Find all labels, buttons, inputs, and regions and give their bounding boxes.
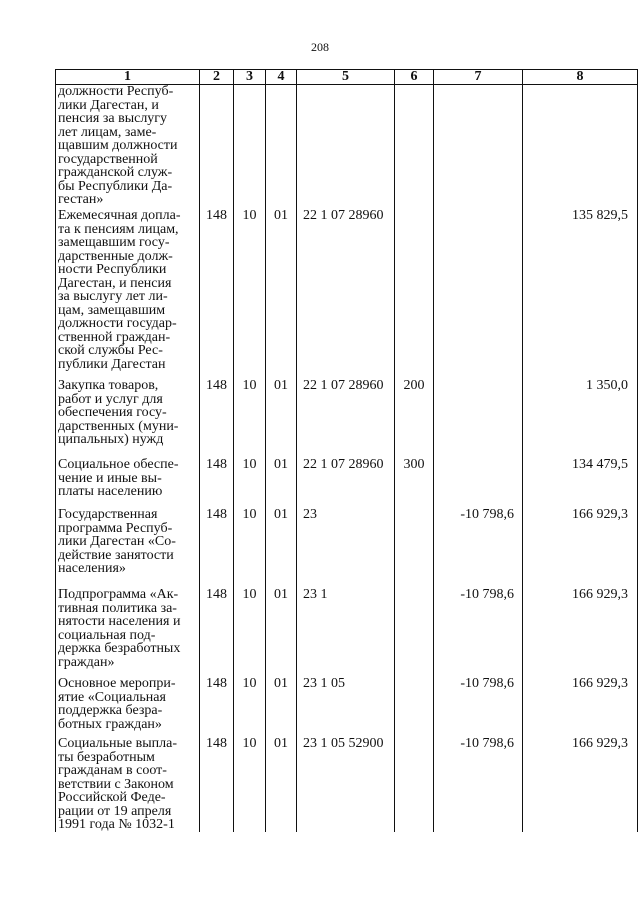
table-body — [56, 85, 638, 833]
row-col-5: 22 1 07 28960 — [297, 209, 395, 379]
row-col-2: 148 — [200, 458, 234, 508]
row-name: Государственная программа Респуб- лики Дагестан «Со- действие занятости населения» — [56, 508, 200, 588]
row-col-5 — [297, 85, 395, 210]
header-col-7: 7 — [434, 70, 523, 85]
row-col-7 — [434, 379, 523, 458]
table-row — [56, 209, 638, 379]
row-col-6 — [395, 209, 434, 379]
row-col-7: -10 798,6 — [434, 677, 523, 737]
row-col-3: 10 — [234, 508, 266, 588]
row-name: Подпрограмма «Ак- тивная политика за- нятости населения и социальная под- держка безработных граждан» — [56, 588, 200, 677]
row-name: Основное меропри- ятие «Социальная поддержка безра- ботных граждан» — [56, 677, 200, 737]
row-col-6 — [395, 677, 434, 737]
row-col-4 — [266, 85, 297, 210]
row-col-4: 01 — [266, 379, 297, 458]
row-col-6 — [395, 588, 434, 677]
row-col-6: 200 — [395, 379, 434, 458]
page-number: 208 — [311, 40, 329, 54]
row-col-7: -10 798,6 — [434, 737, 523, 832]
header-col-5: 5 — [297, 70, 395, 85]
row-col-7 — [434, 209, 523, 379]
row-col-2 — [200, 85, 234, 210]
row-col-8: 135 829,5 — [523, 209, 638, 379]
row-col-3 — [234, 85, 266, 210]
table-row — [56, 737, 638, 832]
row-name: Социальное обеспе- чение и иные вы- платы населению — [56, 458, 200, 508]
row-col-4: 01 — [266, 588, 297, 677]
row-col-7: -10 798,6 — [434, 588, 523, 677]
header-col-8: 8 — [523, 70, 638, 85]
row-name: Ежемесячная допла- та к пенсиям лицам, замещавшим госу- дарственные долж- ности Республики Дагестан, и пенсия за выслугу лет ли- цам, замещавшим должности государ- ственной граждан- ской службы Рес- публики Дагестан — [56, 209, 200, 379]
row-col-6 — [395, 737, 434, 832]
header-col-4: 4 — [266, 70, 297, 85]
table-row — [56, 379, 638, 458]
row-col-2: 148 — [200, 379, 234, 458]
row-col-5: 22 1 07 28960 — [297, 379, 395, 458]
row-col-6: 300 — [395, 458, 434, 508]
row-col-8: 166 929,3 — [523, 737, 638, 832]
table-row — [56, 458, 638, 508]
row-name: Закупка товаров, работ и услуг для обеспечения госу- дарственных (муни- ципальных) нужд — [56, 379, 200, 458]
row-col-5: 23 1 05 52900 — [297, 737, 395, 832]
row-col-3: 10 — [234, 677, 266, 737]
row-col-8: 166 929,3 — [523, 508, 638, 588]
header-col-6: 6 — [395, 70, 434, 85]
table-row — [56, 508, 638, 588]
table-row — [56, 85, 638, 210]
row-col-8: 1 350,0 — [523, 379, 638, 458]
row-col-4: 01 — [266, 458, 297, 508]
row-col-4: 01 — [266, 677, 297, 737]
header-col-1: 1 — [56, 70, 200, 85]
header-col-3: 3 — [234, 70, 266, 85]
row-col-3: 10 — [234, 379, 266, 458]
row-col-8: 166 929,3 — [523, 677, 638, 737]
row-col-8: 166 929,3 — [523, 588, 638, 677]
row-col-4: 01 — [266, 737, 297, 832]
budget-table — [55, 69, 638, 832]
row-col-7 — [434, 458, 523, 508]
row-col-4: 01 — [266, 508, 297, 588]
row-col-2: 148 — [200, 737, 234, 832]
row-name: Социальные выпла- ты безработным гражданам в соот- ветствии с Законом Российской Феде- рации от 19 апреля 1991 года № 1032-1 — [56, 737, 200, 832]
row-col-8 — [523, 85, 638, 210]
row-col-2: 148 — [200, 209, 234, 379]
row-col-7: -10 798,6 — [434, 508, 523, 588]
table-row — [56, 588, 638, 677]
row-col-6 — [395, 85, 434, 210]
row-col-5: 23 1 — [297, 588, 395, 677]
row-col-2: 148 — [200, 508, 234, 588]
row-col-5: 23 — [297, 508, 395, 588]
row-col-3: 10 — [234, 737, 266, 832]
row-col-2: 148 — [200, 677, 234, 737]
row-name: должности Респуб- лики Дагестан, и пенсия за выслугу лет лицам, заме- щавшим должности государственной гражданской служ- бы Республики Да- гестан» — [56, 85, 200, 210]
header-row — [56, 70, 638, 85]
row-col-5: 22 1 07 28960 — [297, 458, 395, 508]
row-col-3: 10 — [234, 588, 266, 677]
row-col-2: 148 — [200, 588, 234, 677]
row-col-6 — [395, 508, 434, 588]
row-col-4: 01 — [266, 209, 297, 379]
row-col-5: 23 1 05 — [297, 677, 395, 737]
row-col-8: 134 479,5 — [523, 458, 638, 508]
header-col-2: 2 — [200, 70, 234, 85]
row-col-3: 10 — [234, 209, 266, 379]
row-col-7 — [434, 85, 523, 210]
row-col-3: 10 — [234, 458, 266, 508]
table-row — [56, 677, 638, 737]
